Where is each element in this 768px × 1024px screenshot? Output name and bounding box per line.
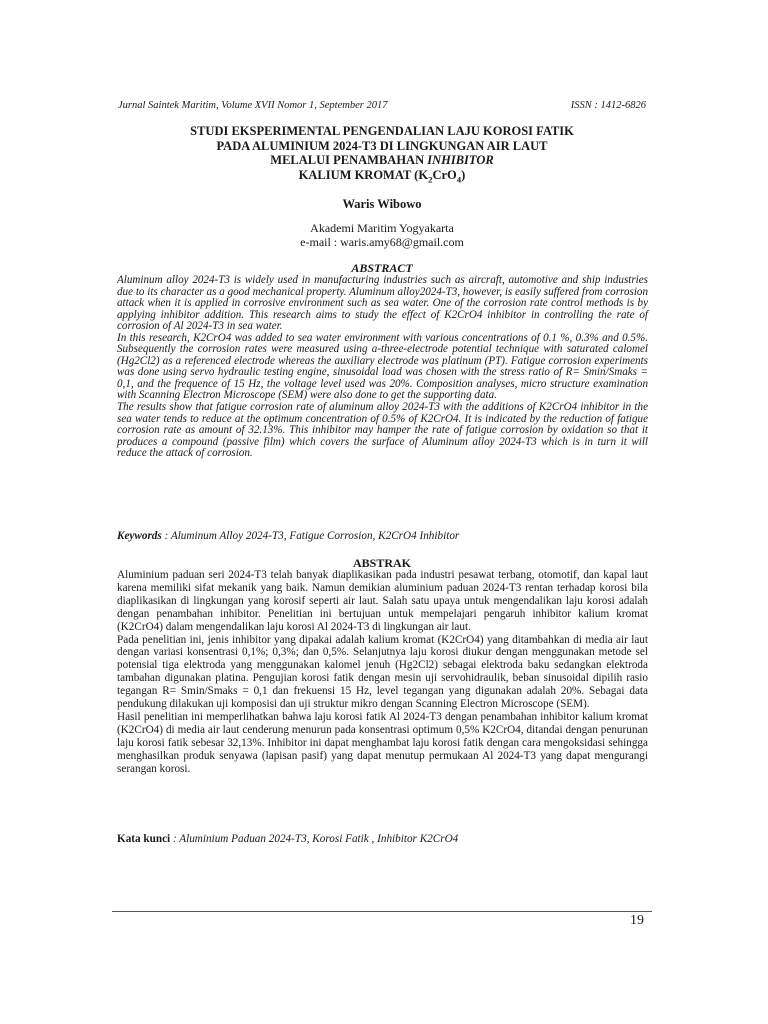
title-sub-2: 2: [428, 174, 433, 184]
title-line-4-text: KALIUM KROMAT (K: [298, 167, 429, 182]
author-affiliation-block: [118, 221, 646, 249]
title-inhibitor-word: INHIBITOR: [427, 153, 494, 167]
title-line-3-text: MELALUI PENAMBAHAN: [270, 153, 428, 167]
email: e-mail : waris.amy68@gmail.com: [300, 235, 464, 249]
abstract-paragraph: The results show that fatigue corrosion rate of aluminum alloy 2024-T3 with the additions of K2CrO4 inhibitor in the sea water tends to reduce at the optimum concentration of 0.5% of K2CrO4. It is indicated by the reduction of fatigue corrosion rate as amount of 32.13%. This inhibitor may hamper the rate of fatigue corrosion by oxidation so that it produces a compound (passive film) which covers the surface of Aluminum alloy 2024-T3 which is in turn it will reduce the attack of corrosion.: [117, 401, 648, 460]
footer-divider: [112, 911, 652, 912]
kata-kunci: [117, 833, 648, 845]
abstrak-paragraph: Pada penelitian ini, jenis inhibitor yang dipakai adalah kalium kromat (K2CrO4) yang ditambahkan di media air laut dengan variasi konsentrasi 0,1%; 0,3%; dan 0,5%. Selanjutnya laju korosi diukur dengan menggunakan metode sel potensial tiga elektroda yang menggunakan kalomel jenuh (Hg2Cl2) sebagai elektroda baku sedangkan elektroda tambahan digunakan platina. Pengujian korosi fatik dengan mesin uji servohidraulik, beban sinusoidal dipilih rasio tegangan R= Smin/Smaks = 0,1 dan frekuensi 15 Hz, level tegangan yang digunakan adalah 20%. Sebagai data pendukung dilakukan uji komposisi dan uji struktur mikro dengan Scanning Electron Microscope (SEM).: [117, 633, 648, 711]
journal-citation: Jurnal Saintek Maritim, Volume XVII Nomor 1, September 2017: [118, 100, 388, 111]
title-line-4-mid: CrO: [432, 167, 457, 182]
page-number: 19: [630, 913, 644, 928]
abstract-body: [117, 275, 648, 460]
abstrak-paragraph: Hasil penelitian ini memperlihatkan bahwa laju korosi fatik Al 2024-T3 dengan penambahan inhibitor kalium kromat (K2CrO4) di media air laut cenderung menurun pada konsentrasi optimum 0,5% K2CrO4, ditandai dengan penurunan laju korosi fatik sebesar 32,13%. Inhibitor ini dapat menghambat laju korosi fatik dengan cara mengoksidasi sehingga menghasilkan produk senyawa (lapisan pasif) yang dapat menutup permukaan Al 2024-T3 yang dapat mengurangi serangan korosi.: [117, 710, 648, 775]
abstrak-heading: ABSTRAK: [352, 556, 411, 570]
author-name: Waris Wibowo: [342, 197, 422, 211]
issn: ISSN : 1412-6826: [570, 100, 646, 111]
keywords-label: Keywords: [117, 530, 162, 542]
abstract-paragraph: In this research, K2CrO4 was added to sea water environment with various concentrations of 0.1 %, 0.3% and 0.5%. Subsequently the corrosion rates were measured using a-three-electrode potential technique with saturated calomel (Hg2Cl2) as a referenced electrode whereas the auxiliary electrode was platinum (PT). Fatigue corrosion experiments was done using servo hydraulic testing engine, sinusoidal load was chosen with the stress ratio of R= Smin/Smaks = 0,1, and the frequence of 15 Hz, the voltage level used was 20%. Composition analyses, micro structure examination with Scanning Electron Microscope (SEM) were also done to get the supporting data.: [117, 331, 648, 402]
kata-kunci-label: Kata kunci: [117, 833, 171, 845]
title-line-4: [118, 168, 646, 183]
keywords: [117, 530, 648, 542]
abstract-paragraph: Aluminum alloy 2024-T3 is widely used in manufacturing industries such as aircraft, automotive and ship industries due to its character as a good mechanical property. Aluminum alloy2024-T3, however, is easily suffered from corrosion attack when it is applied in corrosive environment such as sea water. One of the corrosion rate control methods is by applying inhibitor addition. This research aims to study the effect of K2CrO4 inhibitor in controlling the rate of corrosion of Al 2024-T3 in sea water.: [117, 274, 648, 333]
title-line-4-end: ): [461, 167, 466, 182]
running-header: [118, 100, 646, 111]
title-line-2: PADA ALUMINIUM 2024-T3 DI LINGKUNGAN AIR LAUT: [216, 138, 548, 153]
kata-kunci-text: : Aluminium Paduan 2024-T3, Korosi Fatik , Inhibitor K2CrO4: [170, 833, 459, 845]
abstrak-body: [117, 569, 648, 776]
title-line-3: [118, 153, 646, 168]
affiliation: Akademi Maritim Yogyakarta: [310, 221, 454, 235]
paper-title: [118, 124, 646, 182]
abstract-heading: ABSTRACT: [351, 261, 413, 275]
abstrak-paragraph: Aluminium paduan seri 2024-T3 telah banyak diaplikasikan pada industri pesawat terbang, otomotif, dan kapal laut karena memiliki sifat mekanik yang baik. Namun demikian aluminium paduan 2024-T3 rentan terhadap korosi bila diaplikasikan di lingkungan yang korosif seperti air laut. Salah satu upaya untuk mengendalikan laju korosi adalah dengan penambahan inhibitor. Penelitian ini bertujuan untuk mempelajari pengaruh inhibitor kalium kromat (K2CrO4) dalam mengendalikan laju korosi Al 2024-T3 di lingkungan air laut.: [117, 569, 648, 633]
keywords-text: : Aluminum Alloy 2024-T3, Fatigue Corrosion, K2CrO4 Inhibitor: [161, 530, 460, 542]
title-sub-4: 4: [456, 174, 462, 184]
title-line-1: STUDI EKSPERIMENTAL PENGENDALIAN LAJU KOROSI FATIK: [190, 124, 574, 138]
